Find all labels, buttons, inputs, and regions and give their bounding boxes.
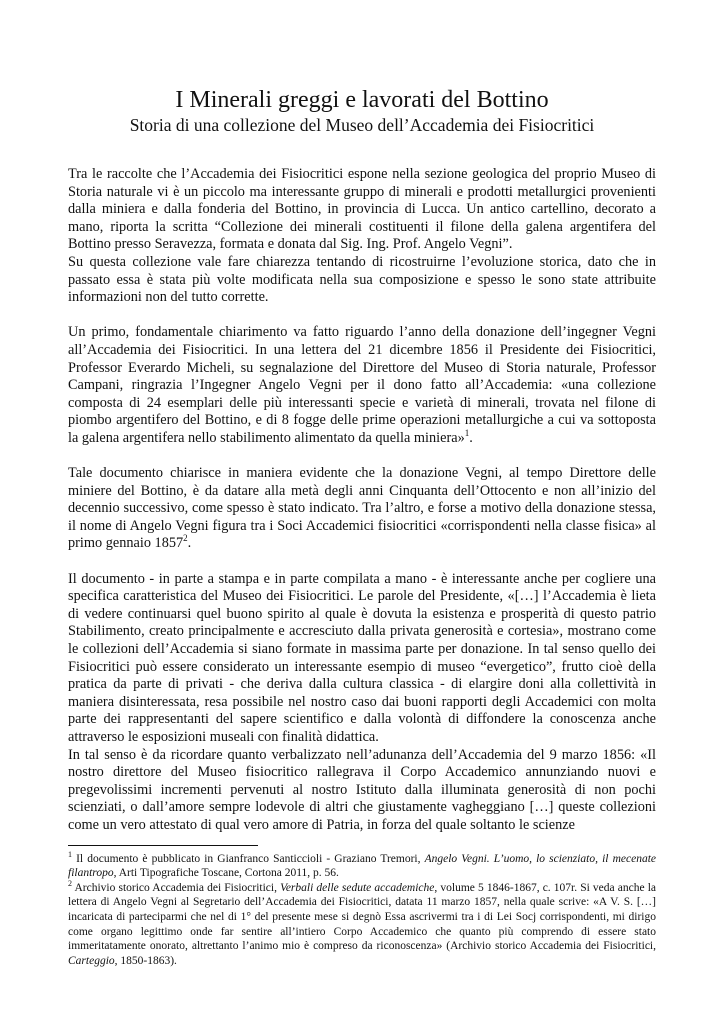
body-text xyxy=(68,166,656,835)
footnote-1-number: 1 xyxy=(68,849,72,859)
footnote-2-title: Verbali delle sedute accademiche xyxy=(280,881,435,894)
paragraph-1: Tra le raccolte che l’Accademia dei Fisiocritici espone nella sezione geologica del proprio Museo di Storia naturale vi è un piccolo ma interessante gruppo di minerali e prodotti metallurgici provenienti dalla miniera e dalla fonderia del Bottino, in provincia di Lucca. Un antico cartellino, decorato a mano, riporta la scritta “Collezione dei minerali costituenti il filone della galena argentifera del Bottino presso Seravezza, formata e donata dal Sig. Ing. Prof. Angelo Vegni”. xyxy=(68,166,656,253)
footnote-2 xyxy=(68,878,656,969)
document-page xyxy=(68,86,656,968)
footnote-ref-1: 1 xyxy=(464,428,470,439)
footnote-1 xyxy=(68,849,656,881)
paragraph-3 xyxy=(68,324,656,447)
footnote-ref-1-punct: . xyxy=(469,429,473,446)
footnote-2-text-mid: , volume 5 1846-1867, c. 107r. Si veda anche la lettera di Angelo Vegni al Segretario dell’Accademia dei Fisiocritici, datata 11 marzo 1857, nella quale scrive: «A V. S. […] incaricata di parteciparmi che nel di 1° del presente mese si degnò Essa ascrivermi tra i di Lei Socj corrispondenti, mi dirigo come organo legittimo onde far sentire all’intiero Corpo Accademico che quanto più comprendo di essere stato immeritatamente onorato, altrettanto l’animo mio è compreso da riconoscenza» (Archivio storico Accademia dei Fisiocritici, xyxy=(68,881,656,953)
footnote-2-text: Archivio storico Accademia dei Fisiocritici, xyxy=(72,881,281,894)
footnote-ref-2-punct: . xyxy=(187,535,192,552)
paragraph-4-text: Tale documento chiarisce in maniera evidente che la donazione Vegni, al tempo Direttore delle miniere del Bottino, è da datare alla metà degli anni Cinquanta dell’Ottocento e non all’inizio del decennio successivo, come spesso è stato indicato. Tra l’altro, e forse a motivo della donazione stessa, il nome di Angelo Vegni figura tra i Soci Accademici fisiocritici «corrispondenti nella classe fisica» al primo gennaio 1857 xyxy=(68,465,656,552)
footnote-separator xyxy=(68,845,258,846)
document-title: I Minerali greggi e lavorati del Bottino xyxy=(175,87,549,113)
footnotes xyxy=(68,849,656,969)
paragraph-4 xyxy=(68,465,656,553)
footnote-2-number: 2 xyxy=(68,878,72,888)
footnote-ref-2: 2 xyxy=(183,533,188,544)
paragraph-2: Su questa collezione vale fare chiarezza tentando di ricostruirne l’evoluzione storica, dato che in passato essa è stata più volte modificata nella sua composizione e spesso le sono state attribuite informazioni non del tutto corrette. xyxy=(68,253,656,306)
footnote-1-text: Il documento è pubblicato in Gianfranco Santiccioli - Graziano Tremori, xyxy=(72,852,425,865)
paragraph-5: Il documento - in parte a stampa e in parte compilata a mano - è interessante anche per cogliere una specifica caratteristica del Museo dei Fisiocritici. Le parole del Presidente, «[…] l’Accademia è lieta di vedere continuarsi quel buono spirito al quale è dovuta la esistenza e prosperità di questo patrio Stabilimento, creato principalmente e accresciuto dalla privata generosità e cortesia», mostrano come le collezioni dell’Accademia si siano formate in massima parte per donazione. In tal senso quello dei Fisiocritici può essere considerato un interessante esempio di museo “evergetico”, frutto cioè della pratica da parte di privati - che deriva dalla cultura classica - di elargire doni alla collettività in maniera disinteressata, resa possibile nel nostro caso dai buoni rapporti degli Accademici con molta parte dei rappresentanti del sapere scientifico e dalla volontà di diffondere la conoscenza anche attraverso le esposizioni museali con finalità didattica. xyxy=(68,570,656,745)
document-subtitle: Storia di una collezione del Museo dell’Accademia dei Fisiocritici xyxy=(129,115,595,135)
footnote-2-title-2: Carteggio xyxy=(68,954,115,967)
paragraph-6: In tal senso è da ricordare quanto verbalizzato nell’adunanza dell’Accademia del 9 marzo 1856: «Il nostro direttore del Museo fisiocritico rallegrava il Corpo Accademico annunziando nuovi e pregevolissimi incrementi pervenuti al nostro Istituto dalla illuminata generosità di non pochi scienziati, o dall’amore sempre lodevole di altri che giustamente vagheggiano […] queste collezioni come un vero attestato di qual vero amore di Patria, in forza del quale soltanto le scienze xyxy=(68,746,656,833)
footnote-2-text-end: , 1850-1863). xyxy=(114,954,177,967)
footnote-1-title: Angelo Vegni. L’uomo, lo scienziato, il mecenate filantropo xyxy=(68,852,656,880)
paragraph-3-text: Un primo, fondamentale chiarimento va fatto riguardo l’anno della donazione dell’ingegner Vegni all’Accademia dei Fisiocritici. In una lettera del 21 dicembre 1856 il Presidente dei Fisiocritici, Professor Everardo Micheli, su segnalazione del Direttore del Museo di Storia naturale, Professor Campani, ringrazia l’Ingegner Angelo Vegni per il dono fatto all’Accademia: «una collezione composta di 24 esemplari delle più interessanti specie e varietà di minerali, trovata nel filone di piombo argentifero del Bottino, e di 8 fogge delle prime operazioni metallurgiche a cui va sottoposta la galena argentifera nello stabilimento alimentato da quella miniera» xyxy=(68,324,656,446)
footnote-1-text-end: , Arti Tipografiche Toscane, Cortona 2011, p. 56. xyxy=(113,867,339,880)
